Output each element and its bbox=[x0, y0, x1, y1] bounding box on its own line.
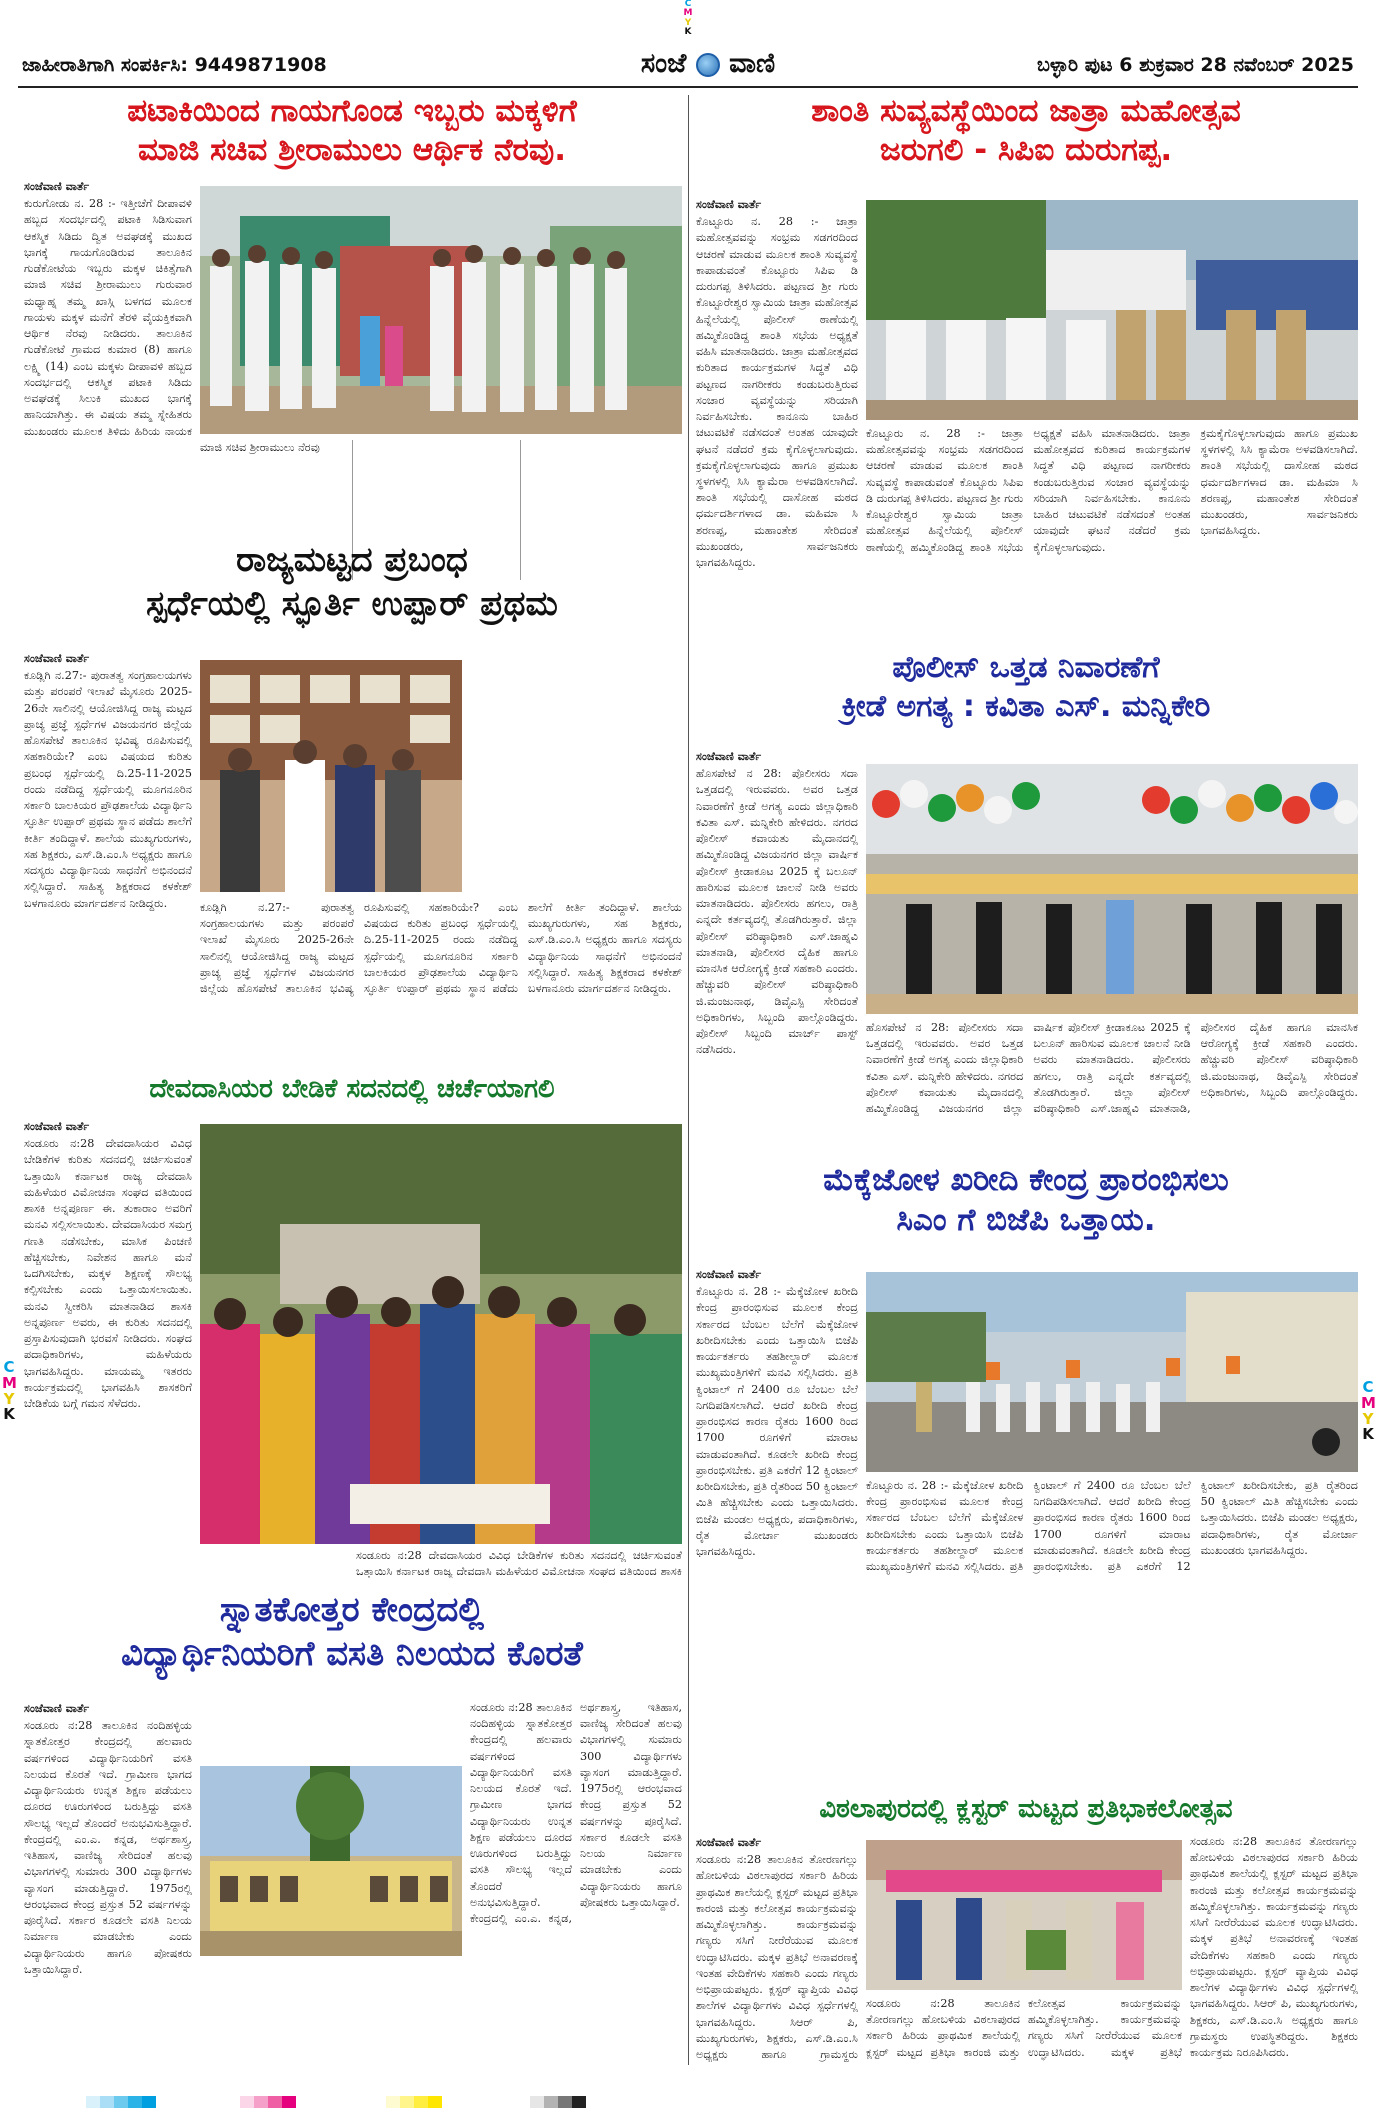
article-5-body: ಸಂಜೆವಾಣಿ ವಾರ್ತೆ ಸಂಡೂರು ನ:28 ದೇವದಾಸಿಯರ ವಿವಿಧ ಬೇಡಿಕೆಗಳ ಕುರಿತು ಸದನದಲ್ಲಿ ಚರ್ಚಿಸುವಂತೆ ಒತ್ತಾಯಿಸಿ ಕರ್ನಾಟಕ ರಾಜ್ಯ ದೇವದಾಸಿ ಮಹಿಳೆಯರ ವಿಮೋಚನಾ ಸಂಘದ ವತಿಯಿಂದ ಶಾಸಕಿ ಅನ್ನಪೂರ್ಣ ಈ. ತುಕಾರಾಂ ಅವರಿಗೆ ಮನವಿ ಸಲ್ಲಿಸಲಾಯಿತು. ದೇವದಾಸಿಯರ ಸಮಗ್ರ ಗಣತಿ ನಡೆಸಬೇಕು, ಮಾಸಿಕ ಪಿಂಚಣಿ ಹೆಚ್ಚಿಸಬೇಕು, ನಿವೇಶನ ಹಾಗೂ ಮನೆ ಒದಗಿಸಬೇಕು, ಮಕ್ಕಳ ಶಿಕ್ಷಣಕ್ಕೆ ಸೌಲಭ್ಯ ಕಲ್ಪಿಸಬೇಕು ಎಂದು ಒತ್ತಾಯಿಸಲಾಯಿತು. ಮನವಿ ಸ್ವೀಕರಿಸಿ ಮಾತನಾಡಿದ ಶಾಸಕಿ ಅನ್ನಪೂರ್ಣ ಅವರು, ಈ ಕುರಿತು ಸದನದಲ್ಲಿ ಪ್ರಸ್ತಾಪಿಸುವುದಾಗಿ ಭರವಸೆ ನೀಡಿದರು. ಸಂಘದ ಪದಾಧಿಕಾರಿಗಳು, ಮಹಿಳೆಯರು ಭಾಗವಹಿಸಿದ್ದರು. ಮಾಯಮ್ಮ ಇತರರು ಕಾರ್ಯಕ್ರಮದಲ್ಲಿ ಭಾಗವಹಿಸಿ ಶಾಸಕರಿಗೆ ಬೇಡಿಕೆಯ ಬಗ್ಗೆ ಗಮನ ಸೆಳೆದರು. bbox=[24, 1119, 192, 1410]
article-2-headline: ಶಾಂತಿ ಸುವ್ಯವಸ್ಥೆಯಿಂದ ಜಾತ್ರಾ ಮಹೋತ್ಸವ ಜರುಗಲಿ - ಸಿಪಿಐ ದುರುಗಪ್ಪ. bbox=[811, 93, 1241, 168]
article-7-headline: ಸ್ನಾತಕೋತ್ತರ ಕೇಂದ್ರದಲ್ಲಿ ವಿದ್ಯಾರ್ಥಿನಿಯರಿಗೆ ವಸತಿ ನಿಲಯದ ಕೊರತೆ bbox=[121, 1590, 583, 1675]
article-3-body: ಸಂಜೆವಾಣಿ ವಾರ್ತೆ ಕೂಡ್ಲಿಗಿ ನ.27:- ಪುರಾತತ್ವ ಸಂಗ್ರಹಾಲಯಗಳು ಮತ್ತು ಪರಂಪರೆ ಇಲಾಖೆ ಮೈಸೂರು 2025-26ನೇ ಸಾಲಿನಲ್ಲಿ ಆಯೋಜಿಸಿದ್ದ ರಾಜ್ಯ ಮಟ್ಟದ ಪ್ರಾಚ್ಯ ಪ್ರಜ್ಞೆ ಸ್ಪರ್ಧೆಗಳ ವಿಜಯನಗರ ಜಿಲ್ಲೆಯ ಹೊಸಪೇಟೆ ತಾಲೂಕಿನ ಭವಿಷ್ಯ ರೂಪಿಸುವಲ್ಲಿ ಸಹಕಾರಿಯೇ? ಎಂಬ ವಿಷಯದ ಕುರಿತು ಪ್ರಬಂಧ ಸ್ಪರ್ಧೆಯಲ್ಲಿ ದಿ.25-11-2025 ರಂದು ನಡೆದಿದ್ದ ಸ್ಪರ್ಧೆಯಲ್ಲಿ ಮೂಗನೂರಿನ ಸರ್ಕಾರಿ ಬಾಲಕಿಯರ ಪ್ರೌಢಶಾಲೆಯ ವಿದ್ಯಾರ್ಥಿನಿ ಸ್ಫೂರ್ತಿ ಉಪ್ಪಾರ್ ಪ್ರಥಮ ಸ್ಥಾನ ಪಡೆದು ಶಾಲೆಗೆ ಕೀರ್ತಿ ತಂದಿದ್ದಾಳೆ. ಶಾಲೆಯ ಮುಖ್ಯಗುರುಗಳು, ಸಹ ಶಿಕ್ಷಕರು, ಎಸ್.ಡಿ.ಎಂ.ಸಿ ಅಧ್ಯಕ್ಷರು ಹಾಗೂ ಸದಸ್ಯರು ವಿದ್ಯಾರ್ಥಿನಿಯ ಸಾಧನೆಗೆ ಅಭಿನಂದನೆ ಸಲ್ಲಿಸಿದ್ದಾರೆ. ಸಾಹಿತ್ಯ ಶಿಕ್ಷಕರಾದ ಕಳಕೇಶ್ ಬಳಗಾನೂರು ಮಾರ್ಗದರ್ಶನ ನೀಡಿದ್ದರು. bbox=[24, 651, 192, 910]
article-7-body-cont: ಸಂಡೂರು ನ:28 ತಾಲೂಕಿನ ನಂದಿಹಳ್ಳಿಯ ಸ್ನಾತಕೋತ್ತರ ಕೇಂದ್ರದಲ್ಲಿ ಹಲವಾರು ವರ್ಷಗಳಿಂದ ವಿದ್ಯಾರ್ಥಿನಿಯರಿಗೆ ವಸತಿ ನಿಲಯದ ಕೊರತೆ ಇದೆ. ಗ್ರಾಮೀಣ ಭಾಗದ ವಿದ್ಯಾರ್ಥಿನಿಯರು ಉನ್ನತ ಶಿಕ್ಷಣ ಪಡೆಯಲು ದೂರದ ಊರುಗಳಿಂದ ಬರುತ್ತಿದ್ದು ವಸತಿ ಸೌಲಭ್ಯ ಇಲ್ಲದೆ ತೊಂದರೆ ಅನುಭವಿಸುತ್ತಿದ್ದಾರೆ. ಕೇಂದ್ರದಲ್ಲಿ ಎಂ.ಎ. ಕನ್ನಡ, ಅರ್ಥಶಾಸ್ತ್ರ, ಇತಿಹಾಸ, ವಾಣಿಜ್ಯ ಸೇರಿದಂತೆ ಹಲವು ವಿಭಾಗಗಳಲ್ಲಿ ಸುಮಾರು 300 ವಿದ್ಯಾರ್ಥಿಗಳು ವ್ಯಾಸಂಗ ಮಾಡುತ್ತಿದ್ದಾರೆ. 1975ರಲ್ಲಿ ಆರಂಭವಾದ ಕೇಂದ್ರ ಪ್ರಸ್ತುತ 52 ವರ್ಷಗಳನ್ನು ಪೂರೈಸಿದೆ. ಸರ್ಕಾರ ಕೂಡಲೇ ವಸತಿ ನಿಲಯ ನಿರ್ಮಾಣ ಮಾಡಬೇಕು ಎಂದು ವಿದ್ಯಾರ್ಥಿನಿಯರು ಹಾಗೂ ಪೋಷಕರು ಒತ್ತಾಯಿಸಿದ್ದಾರೆ. bbox=[470, 1701, 682, 1926]
article-5-caption: ಸಂಡೂರು ನ:28 ದೇವದಾಸಿಯರ ವಿವಿಧ ಬೇಡಿಕೆಗಳ ಕುರಿತು ಸದನದಲ್ಲಿ ಚರ್ಚಿಸುವಂತೆ ಒತ್ತಾಯಿಸಿ ಕರ್ನಾಟಕ ರಾಜ್ಯ ದೇವದಾಸಿ ಮಹಿಳೆಯರ ವಿಮೋಚನಾ ಸಂಘದ ವತಿಯಿಂದ ಶಾಸಕಿ bbox=[356, 1549, 682, 1578]
article-1-headline: ಪಟಾಕಿಯಿಂದ ಗಾಯಗೊಂಡ ಇಬ್ಬರು ಮಕ್ಕಳಿಗೆ ಮಾಜಿ ಸಚಿವ ಶ್ರೀರಾಮುಲು ಆರ್ಥಿಕ ನೆರವು. bbox=[127, 93, 577, 168]
article-4-body: ಸಂಜೆವಾಣಿ ವಾರ್ತೆ ಹೊಸಪೇಟೆ ನ 28: ಪೊಲೀಸರು ಸದಾ ಒತ್ತಡದಲ್ಲಿ ಇರುವವರು. ಅವರ ಒತ್ತಡ ನಿವಾರಣೆಗೆ ಕ್ರೀಡೆ ಅಗತ್ಯ ಎಂದು ಜಿಲ್ಲಾಧಿಕಾರಿ ಕವಿತಾ ಎಸ್. ಮನ್ನಿಕೇರಿ ಹೇಳಿದರು. ನಗರದ ಪೊಲೀಸ್ ಕವಾಯತು ಮೈದಾನದಲ್ಲಿ ಹಮ್ಮಿಕೊಂಡಿದ್ದ ವಿಜಯನಗರ ಜಿಲ್ಲಾ ವಾರ್ಷಿಕ ಪೊಲೀಸ್ ಕ್ರೀಡಾಕೂಟ 2025 ಕ್ಕೆ ಬಲೂನ್ ಹಾರಿಸುವ ಮೂಲಕ ಚಾಲನೆ ನೀಡಿ ಅವರು ಮಾತನಾಡಿದರು. ಪೊಲೀಸರು ಹಗಲು, ರಾತ್ರಿ ಎನ್ನದೇ ಕರ್ತವ್ಯದಲ್ಲಿ ತೊಡಗಿರುತ್ತಾರೆ. ಜಿಲ್ಲಾ ಪೊಲೀಸ್ ವರಿಷ್ಠಾಧಿಕಾರಿ ಎಸ್.ಜಾಹ್ನವಿ ಮಾತನಾಡಿ, ಪೊಲೀಸರ ದೈಹಿಕ ಹಾಗೂ ಮಾನಸಿಕ ಆರೋಗ್ಯಕ್ಕೆ ಕ್ರೀಡೆ ಸಹಕಾರಿ ಎಂದರು. ಹೆಚ್ಚುವರಿ ಪೊಲೀಸ್ ವರಿಷ್ಠಾಧಿಕಾರಿ ಜಿ.ಮಂಜುನಾಥ, ಡಿವೈಎಸ್ಪಿ ಸೇರಿದಂತೆ ಅಧಿಕಾರಿಗಳು, ಸಿಬ್ಬಂದಿ ಪಾಲ್ಗೊಂಡಿದ್ದರು. ಪೊಲೀಸ್ ಸಿಬ್ಬಂದಿ ಮಾರ್ಚ್ ಪಾಸ್ಟ್ ನಡೆಸಿದರು. bbox=[696, 749, 858, 1057]
article-1-body: ಸಂಜೆವಾಣಿ ವಾರ್ತೆ ಕುರುಗೋಡು ನ. 28 :- ಇತ್ತೀಚೆಗೆ ದೀಪಾವಳಿ ಹಬ್ಬದ ಸಂದರ್ಭದಲ್ಲಿ ಪಟಾಕಿ ಸಿಡಿಸುವಾಗ ಆಕಸ್ಮಿಕ ಸಿಡಿದು ದ್ವಿತ ಅವಘಡಕ್ಕೆ ಮುಖದ ಭಾಗಕ್ಕೆ ಗಾಯಗೊಂಡಿರುವ ತಾಲೂಕಿನ ಗುಡೆಕೋಟೆಯ ಇಬ್ಬರು ಮಕ್ಕಳ ಚಿಕಿತ್ಸೆಗಾಗಿ ಮಾಜಿ ಸಚಿವ ಶ್ರೀರಾಮುಲು ಗುರುವಾರ ಮಧ್ಯಾಹ್ನ ತಮ್ಮ ಖಾಸ್ಗಿ ಬಳಗದ ಮೂಲಕ ಗಾಯಳು ಮಕ್ಕಳ ಮನೆಗೆ ತೆರಳಿ ವೈಯಕ್ತಿಕವಾಗಿ ಆರ್ಥಿಕ ನೆರವು ನೀಡಿದರು. ತಾಲೂಕಿನ ಗುಡೆಕೋಟೆ ಗ್ರಾಮದ ಕುಮಾರ (8) ಹಾಗೂ ಲಕ್ಷ್ಮಿ (14) ಎಂಬ ಮಕ್ಕಳು ದೀಪಾವಳಿ ಹಬ್ಬದ ಸಂದರ್ಭದಲ್ಲಿ ಆಕಸ್ಮಿಕ ಪಟಾಕಿ ಸಿಡಿದು ಅವಘಡಕ್ಕೆ ಸಿಲುಕಿ ಮುಖದ ಭಾಗಕ್ಕೆ ಹಾನಿಯಾಗಿತ್ತು. ಈ ವಿಷಯ ತಮ್ಮ ಸ್ನೇಹಿತರು ಮುಖಂಡರು ಮೂಲಕ ತಿಳಿದು ಹಿರಿಯ ನಾಯಕ bbox=[24, 179, 192, 438]
article-4-body-cont: ಹೊಸಪೇಟೆ ನ 28: ಪೊಲೀಸರು ಸದಾ ಒತ್ತಡದಲ್ಲಿ ಇರುವವರು. ಅವರ ಒತ್ತಡ ನಿವಾರಣೆಗೆ ಕ್ರೀಡೆ ಅಗತ್ಯ ಎಂದು ಜಿಲ್ಲಾಧಿಕಾರಿ ಕವಿತಾ ಎಸ್. ಮನ್ನಿಕೇರಿ ಹೇಳಿದರು. ನಗರದ ಪೊಲೀಸ್ ಕವಾಯತು ಮೈದಾನದಲ್ಲಿ ಹಮ್ಮಿಕೊಂಡಿದ್ದ ವಿಜಯನಗರ ಜಿಲ್ಲಾ ವಾರ್ಷಿಕ ಪೊಲೀಸ್ ಕ್ರೀಡಾಕೂಟ 2025 ಕ್ಕೆ ಬಲೂನ್ ಹಾರಿಸುವ ಮೂಲಕ ಚಾಲನೆ ನೀಡಿ ಅವರು ಮಾತನಾಡಿದರು. ಪೊಲೀಸರು ಹಗಲು, ರಾತ್ರಿ ಎನ್ನದೇ ಕರ್ತವ್ಯದಲ್ಲಿ ತೊಡಗಿರುತ್ತಾರೆ. ಜಿಲ್ಲಾ ಪೊಲೀಸ್ ವರಿಷ್ಠಾಧಿಕಾರಿ ಎಸ್.ಜಾಹ್ನವಿ ಮಾತನಾಡಿ, ಪೊಲೀಸರ ದೈಹಿಕ ಹಾಗೂ ಮಾನಸಿಕ ಆರೋಗ್ಯಕ್ಕೆ ಕ್ರೀಡೆ ಸಹಕಾರಿ ಎಂದರು. ಹೆಚ್ಚುವರಿ ಪೊಲೀಸ್ ವರಿಷ್ಠಾಧಿಕಾರಿ ಜಿ.ಮಂಜುನಾಥ, ಡಿವೈಎಸ್ಪಿ ಸೇರಿದಂತೆ ಅಧಿಕಾರಿಗಳು, ಸಿಬ್ಬಂದಿ ಪಾಲ್ಗೊಂಡಿದ್ದರು. bbox=[866, 1021, 1358, 1116]
article-7-body: ಸಂಜೆವಾಣಿ ವಾರ್ತೆ ಸಂಡೂರು ನ:28 ತಾಲೂಕಿನ ನಂದಿಹಳ್ಳಿಯ ಸ್ನಾತಕೋತ್ತರ ಕೇಂದ್ರದಲ್ಲಿ ಹಲವಾರು ವರ್ಷಗಳಿಂದ ವಿದ್ಯಾರ್ಥಿನಿಯರಿಗೆ ವಸತಿ ನಿಲಯದ ಕೊರತೆ ಇದೆ. ಗ್ರಾಮೀಣ ಭಾಗದ ವಿದ್ಯಾರ್ಥಿನಿಯರು ಉನ್ನತ ಶಿಕ್ಷಣ ಪಡೆಯಲು ದೂರದ ಊರುಗಳಿಂದ ಬರುತ್ತಿದ್ದು ವಸತಿ ಸೌಲಭ್ಯ ಇಲ್ಲದೆ ತೊಂದರೆ ಅನುಭವಿಸುತ್ತಿದ್ದಾರೆ. ಕೇಂದ್ರದಲ್ಲಿ ಎಂ.ಎ. ಕನ್ನಡ, ಅರ್ಥಶಾಸ್ತ್ರ, ಇತಿಹಾಸ, ವಾಣಿಜ್ಯ ಸೇರಿದಂತೆ ಹಲವು ವಿಭಾಗಗಳಲ್ಲಿ ಸುಮಾರು 300 ವಿದ್ಯಾರ್ಥಿಗಳು ವ್ಯಾಸಂಗ ಮಾಡುತ್ತಿದ್ದಾರೆ. 1975ರಲ್ಲಿ ಆರಂಭವಾದ ಕೇಂದ್ರ ಪ್ರಸ್ತುತ 52 ವರ್ಷಗಳನ್ನು ಪೂರೈಸಿದೆ. ಸರ್ಕಾರ ಕೂಡಲೇ ವಸತಿ ನಿಲಯ ನಿರ್ಮಾಣ ಮಾಡಬೇಕು ಎಂದು ವಿದ್ಯಾರ್ಥಿನಿಯರು ಹಾಗೂ ಪೋಷಕರು ಒತ್ತಾಯಿಸಿದ್ದಾರೆ. bbox=[24, 1701, 192, 1976]
registration-mark-top: C M Y K bbox=[683, 0, 693, 38]
registration-mark-left: C M Y K bbox=[2, 1358, 17, 1424]
article-8-body-cont2: ಸಂಡೂರು ನ:28 ತಾಲೂಕಿನ ತೋರಣಗಲ್ಲು ಹೋಬಳಿಯ ವಿಠಲಾಪುರದ ಸರ್ಕಾರಿ ಹಿರಿಯ ಪ್ರಾಥಮಿಕ ಶಾಲೆಯಲ್ಲಿ ಕ್ಲಸ್ಟರ್ ಮಟ್ಟದ ಪ್ರತಿಭಾ ಕಾರಂಜಿ ಮತ್ತು ಕಲೋತ್ಸವ ಕಾರ್ಯಕ್ರಮವನ್ನು ಹಮ್ಮಿಕೊಳ್ಳಲಾಗಿತ್ತು. ಕಾರ್ಯಕ್ರಮವನ್ನು ಗಣ್ಯರು ಸಸಿಗೆ ನೀರೆರೆಯುವ ಮೂಲಕ ಉದ್ಘಾಟಿಸಿದರು. ಮಕ್ಕಳ ಪ್ರತಿಭೆ bbox=[866, 1997, 1182, 2059]
article-2-body: ಸಂಜೆವಾಣಿ ವಾರ್ತೆ ಕೊಟ್ಟೂರು ನ. 28 :- ಜಾತ್ರಾ ಮಹೋತ್ಸವವನ್ನು ಸಂಭ್ರಮ ಸಡಗರದಿಂದ ಆಚರಣೆ ಮಾಡುವ ಮೂಲಕ ಶಾಂತಿ ಸುವ್ಯವಸ್ಥೆ ಕಾಪಾಡುವಂತೆ ಕೊಟ್ಟೂರು ಸಿಪಿಐ ಡಿ ದುರುಗಪ್ಪ ತಿಳಿಸಿದರು. ಪಟ್ಟಣದ ಶ್ರೀ ಗುರು ಕೊಟ್ಟೂರೇಶ್ವರ ಸ್ವಾಮಿಯ ಜಾತ್ರಾ ಮಹೋತ್ಸವ ಹಿನ್ನೆಲೆಯಲ್ಲಿ ಪೊಲೀಸ್ ಠಾಣೆಯಲ್ಲಿ ಹಮ್ಮಿಕೊಂಡಿದ್ದ ಶಾಂತಿ ಸಭೆಯ ಅಧ್ಯಕ್ಷತೆ ವಹಿಸಿ ಮಾತನಾಡಿದರು. ಜಾತ್ರಾ ಮಹೋತ್ಸವದ ಕುರಿತಾದ ಕಾರ್ಯಕ್ರಮಗಳ ಸಿದ್ಧತೆ ವಿಧಿ ಪಟ್ಟಣದ ನಾಗರೀಕರು ಕಂಡುಬರುತ್ತಿರುವ ಸಂಚಾರ ವ್ಯವಸ್ಥೆಯನ್ನು ಸರಿಯಾಗಿ ನಿರ್ವಹಿಸಬೇಕು. ಕಾನೂನು ಬಾಹಿರ ಚಟುವಟಿಕೆ ನಡೆಸದಂತೆ ಅಂತಹ ಯಾವುದೇ ಘಟನೆ ನಡೆದರೆ ಕ್ರಮ ಕೈಗೊಳ್ಳಲಾಗುವುದು. ಕ್ರಮಕೈಗೊಳ್ಳಲಾಗುವುದು ಹಾಗೂ ಪ್ರಮುಖ ಸ್ಥಳಗಳಲ್ಲಿ ಸಿಸಿ ಕ್ಯಾಮೆರಾ ಅಳವಡಿಸಲಾಗಿದೆ. ಶಾಂತಿ ಸಭೆಯಲ್ಲಿ ದಾಸೋಹ ಮಠದ ಧರ್ಮದರ್ಶಿಗಳಾದ ಡಾ. ಮಹಿಮಾ ಸಿ ಶರಣಪ್ಪ, ಮಹಾಂತೇಶ ಸೇರಿದಂತೆ ಮುಖಂಡರು, ಸಾರ್ವಜನಿಕರು ಭಾಗವಹಿಸಿದ್ದರು. bbox=[696, 197, 858, 570]
article-5-headline: ದೇವದಾಸಿಯರ ಬೇಡಿಕೆ ಸದನದಲ್ಲಿ ಚರ್ಚೆಯಾಗಲಿ bbox=[149, 1074, 555, 1104]
newspaper-logo: ಸಂಜೆ ವಾಣಿ bbox=[640, 48, 776, 79]
article-3-body-cont: ಕೂಡ್ಲಿಗಿ ನ.27:- ಪುರಾತತ್ವ ಸಂಗ್ರಹಾಲಯಗಳು ಮತ್ತು ಪರಂಪರೆ ಇಲಾಖೆ ಮೈಸೂರು 2025-26ನೇ ಸಾಲಿನಲ್ಲಿ ಆಯೋಜಿಸಿದ್ದ ರಾಜ್ಯ ಮಟ್ಟದ ಪ್ರಾಚ್ಯ ಪ್ರಜ್ಞೆ ಸ್ಪರ್ಧೆಗಳ ವಿಜಯನಗರ ಜಿಲ್ಲೆಯ ಹೊಸಪೇಟೆ ತಾಲೂಕಿನ ಭವಿಷ್ಯ ರೂಪಿಸುವಲ್ಲಿ ಸಹಕಾರಿಯೇ? ಎಂಬ ವಿಷಯದ ಕುರಿತು ಪ್ರಬಂಧ ಸ್ಪರ್ಧೆಯಲ್ಲಿ ದಿ.25-11-2025 ರಂದು ನಡೆದಿದ್ದ ಸ್ಪರ್ಧೆಯಲ್ಲಿ ಮೂಗನೂರಿನ ಸರ್ಕಾರಿ ಬಾಲಕಿಯರ ಪ್ರೌಢಶಾಲೆಯ ವಿದ್ಯಾರ್ಥಿನಿ ಸ್ಫೂರ್ತಿ ಉಪ್ಪಾರ್ ಪ್ರಥಮ ಸ್ಥಾನ ಪಡೆದು ಶಾಲೆಗೆ ಕೀರ್ತಿ ತಂದಿದ್ದಾಳೆ. ಶಾಲೆಯ ಮುಖ್ಯಗುರುಗಳು, ಸಹ ಶಿಕ್ಷಕರು, ಎಸ್.ಡಿ.ಎಂ.ಸಿ ಅಧ್ಯಕ್ಷರು ಹಾಗೂ ಸದಸ್ಯರು ವಿದ್ಯಾರ್ಥಿನಿಯ ಸಾಧನೆಗೆ ಅಭಿನಂದನೆ ಸಲ್ಲಿಸಿದ್ದಾರೆ. ಸಾಹಿತ್ಯ ಶಿಕ್ಷಕರಾದ ಕಳಕೇಶ್ ಬಳಗಾನೂರು ಮಾರ್ಗದರ್ಶನ ನೀಡಿದ್ದರು. bbox=[200, 901, 682, 996]
masthead-dateline: ಬಳ್ಳಾರಿ ಪುಟ 6 ಶುಕ್ರವಾರ 28 ನವೆಂಬರ್ 2025 bbox=[1036, 54, 1354, 76]
article-3-photo bbox=[200, 660, 462, 892]
article-8-headline: ವಿಠಲಾಪುರದಲ್ಲಿ ಕ್ಲಸ್ಟರ್ ಮಟ್ಟದ ಪ್ರತಿಭಾಕಲೋತ್ಸವ bbox=[819, 1794, 1233, 1824]
article-6-body-cont: ಕೊಟ್ಟೂರು ನ. 28 :- ಮೆಕ್ಕೆಜೋಳ ಖರೀದಿ ಕೇಂದ್ರ ಪ್ರಾರಂಭಿಸುವ ಮೂಲಕ ಕೇಂದ್ರ ಸರ್ಕಾರದ ಬೆಂಬಲ ಬೆಲೆಗೆ ಮೆಕ್ಕೆಜೋಳ ಖರೀದಿಸಬೇಕು ಎಂದು ಒತ್ತಾಯಿಸಿ ಬಿಜೆಪಿ ಕಾರ್ಯಕರ್ತರು ತಹಶೀಲ್ದಾರ್ ಮೂಲಕ ಮುಖ್ಯಮಂತ್ರಿಗಳಿಗೆ ಮನವಿ ಸಲ್ಲಿಸಿದರು. ಪ್ರತಿ ಕ್ವಿಂಟಾಲ್ ಗೆ 2400 ರೂ ಬೆಂಬಲ ಬೆಲೆ ನಿಗದಿಪಡಿಸಲಾಗಿದೆ. ಆದರೆ ಖರೀದಿ ಕೇಂದ್ರ ಪ್ರಾರಂಭಿಸದ ಕಾರಣ ರೈತರು 1600 ರಿಂದ 1700 ರೂಗಳಿಗೆ ಮಾರಾಟ ಮಾಡುವಂತಾಗಿದೆ. ಕೂಡಲೇ ಖರೀದಿ ಕೇಂದ್ರ ಪ್ರಾರಂಭಿಸಬೇಕು. ಪ್ರತಿ ಎಕರೆಗೆ 12 ಕ್ವಿಂಟಾಲ್ ಖರೀದಿಸಬೇಕು, ಪ್ರತಿ ರೈತರಿಂದ 50 ಕ್ವಿಂಟಾಲ್ ಮಿತಿ ಹೆಚ್ಚಿಸಬೇಕು ಎಂದು ಒತ್ತಾಯಿಸಿದರು. ಬಿಜೆಪಿ ಮಂಡಲ ಅಧ್ಯಕ್ಷರು, ಪದಾಧಿಕಾರಿಗಳು, ರೈತ ಮೋರ್ಚಾ ಮುಖಂಡರು ಭಾಗವಹಿಸಿದ್ದರು. bbox=[866, 1479, 1358, 1574]
article-8-body-cont: ಸಂಡೂರು ನ:28 ತಾಲೂಕಿನ ತೋರಣಗಲ್ಲು ಹೋಬಳಿಯ ವಿಠಲಾಪುರದ ಸರ್ಕಾರಿ ಹಿರಿಯ ಪ್ರಾಥಮಿಕ ಶಾಲೆಯಲ್ಲಿ ಕ್ಲಸ್ಟರ್ ಮಟ್ಟದ ಪ್ರತಿಭಾ ಕಾರಂಜಿ ಮತ್ತು ಕಲೋತ್ಸವ ಕಾರ್ಯಕ್ರಮವನ್ನು ಹಮ್ಮಿಕೊಳ್ಳಲಾಗಿತ್ತು. ಕಾರ್ಯಕ್ರಮವನ್ನು ಗಣ್ಯರು ಸಸಿಗೆ ನೀರೆರೆಯುವ ಮೂಲಕ ಉದ್ಘಾಟಿಸಿದರು. ಮಕ್ಕಳ ಪ್ರತಿಭೆ ಅನಾವರಣಕ್ಕೆ ಇಂತಹ ವೇದಿಕೆಗಳು ಸಹಕಾರಿ ಎಂದು ಗಣ್ಯರು ಅಭಿಪ್ರಾಯಪಟ್ಟರು. ಕ್ಲಸ್ಟರ್ ವ್ಯಾಪ್ತಿಯ ವಿವಿಧ ಶಾಲೆಗಳ ವಿದ್ಯಾರ್ಥಿಗಳು ವಿವಿಧ ಸ್ಪರ್ಧೆಗಳಲ್ಲಿ ಭಾಗವಹಿಸಿದ್ದರು. ಸಿಆರ್ ಪಿ, ಮುಖ್ಯಗುರುಗಳು, ಶಿಕ್ಷಕರು, ಎಸ್.ಡಿ.ಎಂ.ಸಿ ಅಧ್ಯಕ್ಷರು ಹಾಗೂ ಗ್ರಾಮಸ್ಥರು ಉಪಸ್ಥಿತರಿದ್ದರು. ಶಿಕ್ಷಕರು ಕಾರ್ಯಕ್ರಮ ನಿರೂಪಿಸಿದರು. bbox=[1190, 1835, 1358, 2060]
article-8-photo bbox=[866, 1840, 1182, 1990]
registration-mark-right: C M Y K bbox=[1361, 1378, 1376, 1444]
article-3-headline: ರಾಜ್ಯಮಟ್ಟದ ಪ್ರಬಂಧ ಸ್ಪರ್ಧೆಯಲ್ಲಿ ಸ್ಫೂರ್ತಿ ಉಪ್ಪಾರ್ ಪ್ರಥಮ bbox=[146, 540, 558, 625]
article-7-photo bbox=[200, 1766, 462, 1956]
article-2-photo bbox=[866, 200, 1358, 420]
ad-phone: 9449871908 bbox=[194, 54, 327, 76]
masthead bbox=[18, 48, 1358, 88]
article-6-headline: ಮೆಕ್ಕೆಜೋಳ ಖರೀದಿ ಕೇಂದ್ರ ಪ್ರಾರಂಭಿಸಲು ಸಿಎಂ ಗೆ ಬಿಜೆಪಿ ಒತ್ತಾಯ. bbox=[823, 1162, 1229, 1239]
article-5-photo bbox=[200, 1124, 682, 1544]
article-6-photo bbox=[866, 1272, 1358, 1472]
article-8-body: ಸಂಜೆವಾಣಿ ವಾರ್ತೆ ಸಂಡೂರು ನ:28 ತಾಲೂಕಿನ ತೋರಣಗಲ್ಲು ಹೋಬಳಿಯ ವಿಠಲಾಪುರದ ಸರ್ಕಾರಿ ಹಿರಿಯ ಪ್ರಾಥಮಿಕ ಶಾಲೆಯಲ್ಲಿ ಕ್ಲಸ್ಟರ್ ಮಟ್ಟದ ಪ್ರತಿಭಾ ಕಾರಂಜಿ ಮತ್ತು ಕಲೋತ್ಸವ ಕಾರ್ಯಕ್ರಮವನ್ನು ಹಮ್ಮಿಕೊಳ್ಳಲಾಗಿತ್ತು. ಕಾರ್ಯಕ್ರಮವನ್ನು ಗಣ್ಯರು ಸಸಿಗೆ ನೀರೆರೆಯುವ ಮೂಲಕ ಉದ್ಘಾಟಿಸಿದರು. ಮಕ್ಕಳ ಪ್ರತಿಭೆ ಅನಾವರಣಕ್ಕೆ ಇಂತಹ ವೇದಿಕೆಗಳು ಸಹಕಾರಿ ಎಂದು ಗಣ್ಯರು ಅಭಿಪ್ರಾಯಪಟ್ಟರು. ಕ್ಲಸ್ಟರ್ ವ್ಯಾಪ್ತಿಯ ವಿವಿಧ ಶಾಲೆಗಳ ವಿದ್ಯಾರ್ಥಿಗಳು ವಿವಿಧ ಸ್ಪರ್ಧೆಗಳಲ್ಲಿ ಭಾಗವಹಿಸಿದ್ದರು. ಸಿಆರ್ ಪಿ, ಮುಖ್ಯಗುರುಗಳು, ಶಿಕ್ಷಕರು, ಎಸ್.ಡಿ.ಎಂ.ಸಿ ಅಧ್ಯಕ್ಷರು ಹಾಗೂ ಗ್ರಾಮಸ್ಥರು bbox=[696, 1835, 858, 2062]
logo-globe-icon bbox=[696, 53, 720, 77]
ad-contact: ಜಾಹೀರಾತಿಗಾಗಿ ಸಂಪರ್ಕಿಸಿ: 9449871908 bbox=[22, 54, 327, 76]
article-4-photo bbox=[866, 764, 1358, 1014]
article-1-body-cont: ಮಾಜಿ ಸಚಿವ ಶ್ರೀರಾಮುಲು ನೆರವು bbox=[200, 441, 320, 454]
article-1-photo bbox=[200, 186, 682, 434]
article-6-body: ಸಂಜೆವಾಣಿ ವಾರ್ತೆ ಕೊಟ್ಟೂರು ನ. 28 :- ಮೆಕ್ಕೆಜೋಳ ಖರೀದಿ ಕೇಂದ್ರ ಪ್ರಾರಂಭಿಸುವ ಮೂಲಕ ಕೇಂದ್ರ ಸರ್ಕಾರದ ಬೆಂಬಲ ಬೆಲೆಗೆ ಮೆಕ್ಕೆಜೋಳ ಖರೀದಿಸಬೇಕು ಎಂದು ಒತ್ತಾಯಿಸಿ ಬಿಜೆಪಿ ಕಾರ್ಯಕರ್ತರು ತಹಶೀಲ್ದಾರ್ ಮೂಲಕ ಮುಖ್ಯಮಂತ್ರಿಗಳಿಗೆ ಮನವಿ ಸಲ್ಲಿಸಿದರು. ಪ್ರತಿ ಕ್ವಿಂಟಾಲ್ ಗೆ 2400 ರೂ ಬೆಂಬಲ ಬೆಲೆ ನಿಗದಿಪಡಿಸಲಾಗಿದೆ. ಆದರೆ ಖರೀದಿ ಕೇಂದ್ರ ಪ್ರಾರಂಭಿಸದ ಕಾರಣ ರೈತರು 1600 ರಿಂದ 1700 ರೂಗಳಿಗೆ ಮಾರಾಟ ಮಾಡುವಂತಾಗಿದೆ. ಕೂಡಲೇ ಖರೀದಿ ಕೇಂದ್ರ ಪ್ರಾರಂಭಿಸಬೇಕು. ಪ್ರತಿ ಎಕರೆಗೆ 12 ಕ್ವಿಂಟಾಲ್ ಖರೀದಿಸಬೇಕು, ಪ್ರತಿ ರೈತರಿಂದ 50 ಕ್ವಿಂಟಾಲ್ ಮಿತಿ ಹೆಚ್ಚಿಸಬೇಕು ಎಂದು ಒತ್ತಾಯಿಸಿದರು. ಬಿಜೆಪಿ ಮಂಡಲ ಅಧ್ಯಕ್ಷರು, ಪದಾಧಿಕಾರಿಗಳು, ರೈತ ಮೋರ್ಚಾ ಮುಖಂಡರು ಭಾಗವಹಿಸಿದ್ದರು. bbox=[696, 1267, 858, 1558]
article-4-headline: ಪೊಲೀಸ್ ಒತ್ತಡ ನಿವಾರಣೆಗೆ ಕ್ರೀಡೆ ಅಗತ್ಯ : ಕವಿತಾ ಎಸ್. ಮನ್ನಿಕೇರಿ bbox=[841, 650, 1211, 724]
article-2-body-cont: ಕೊಟ್ಟೂರು ನ. 28 :- ಜಾತ್ರಾ ಮಹೋತ್ಸವವನ್ನು ಸಂಭ್ರಮ ಸಡಗರದಿಂದ ಆಚರಣೆ ಮಾಡುವ ಮೂಲಕ ಶಾಂತಿ ಸುವ್ಯವಸ್ಥೆ ಕಾಪಾಡುವಂತೆ ಕೊಟ್ಟೂರು ಸಿಪಿಐ ಡಿ ದುರುಗಪ್ಪ ತಿಳಿಸಿದರು. ಪಟ್ಟಣದ ಶ್ರೀ ಗುರು ಕೊಟ್ಟೂರೇಶ್ವರ ಸ್ವಾಮಿಯ ಜಾತ್ರಾ ಮಹೋತ್ಸವ ಹಿನ್ನೆಲೆಯಲ್ಲಿ ಪೊಲೀಸ್ ಠಾಣೆಯಲ್ಲಿ ಹಮ್ಮಿಕೊಂಡಿದ್ದ ಶಾಂತಿ ಸಭೆಯ ಅಧ್ಯಕ್ಷತೆ ವಹಿಸಿ ಮಾತನಾಡಿದರು. ಜಾತ್ರಾ ಮಹೋತ್ಸವದ ಕುರಿತಾದ ಕಾರ್ಯಕ್ರಮಗಳ ಸಿದ್ಧತೆ ವಿಧಿ ಪಟ್ಟಣದ ನಾಗರೀಕರು ಕಂಡುಬರುತ್ತಿರುವ ಸಂಚಾರ ವ್ಯವಸ್ಥೆಯನ್ನು ಸರಿಯಾಗಿ ನಿರ್ವಹಿಸಬೇಕು. ಕಾನೂನು ಬಾಹಿರ ಚಟುವಟಿಕೆ ನಡೆಸದಂತೆ ಅಂತಹ ಯಾವುದೇ ಘಟನೆ ನಡೆದರೆ ಕ್ರಮ ಕೈಗೊಳ್ಳಲಾಗುವುದು. ಕ್ರಮಕೈಗೊಳ್ಳಲಾಗುವುದು ಹಾಗೂ ಪ್ರಮುಖ ಸ್ಥಳಗಳಲ್ಲಿ ಸಿಸಿ ಕ್ಯಾಮೆರಾ ಅಳವಡಿಸಲಾಗಿದೆ. ಶಾಂತಿ ಸಭೆಯಲ್ಲಿ ದಾಸೋಹ ಮಠದ ಧರ್ಮದರ್ಶಿಗಳಾದ ಡಾ. ಮಹಿಮಾ ಸಿ ಶರಣಪ್ಪ, ಮಹಾಂತೇಶ ಸೇರಿದಂತೆ ಮುಖಂಡರು, ಸಾರ್ವಜನಿಕರು ಭಾಗವಹಿಸಿದ್ದರು. bbox=[866, 427, 1358, 554]
